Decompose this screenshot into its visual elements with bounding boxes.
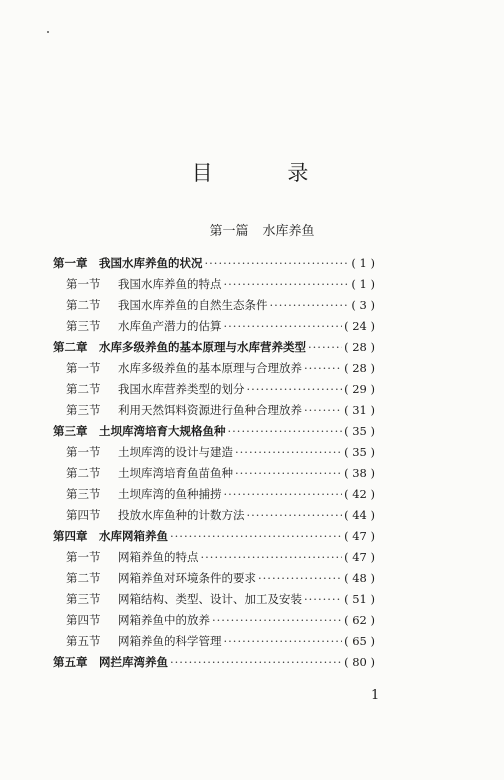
toc-entry-label: 第三章 [53,423,88,438]
toc-section-entry [53,315,375,336]
toc-entry-page: ( 47 ) [344,549,375,564]
toc-leader-dots [201,550,343,564]
toc-section-entry [53,546,375,567]
toc-section-entry [53,273,375,294]
toc-section-entry [53,588,375,609]
toc-entry-page: ( 47 ) [344,528,375,543]
toc-entry-page: ( 29 ) [344,381,375,396]
toc-entry-label: 第五节 [66,633,101,648]
toc-entry-label: 第一节 [66,276,101,291]
toc-leader-dots [235,445,342,459]
toc-entry-page: ( 28 ) [344,360,375,375]
toc-chapter-entry [53,252,375,273]
toc-leader-dots [205,256,350,270]
toc-leader-dots [228,424,343,438]
toc-entry-label: 第三节 [66,486,101,501]
toc-section-entry [53,357,375,378]
toc-entry-label: 第二节 [66,570,101,585]
toc-entry-label: 第一节 [66,360,101,375]
toc-entry-page: ( 35 ) [344,423,375,438]
toc-entry-label: 第五章 [53,654,88,669]
toc-entry-page: ( 28 ) [344,339,375,354]
toc-chapter-entry [53,420,375,441]
toc-entry-title: 土坝库湾培育大规格鱼种 [99,423,226,438]
toc-section-entry [53,567,375,588]
toc-leader-dots [224,277,350,291]
page-title: 目 录 [191,161,343,185]
toc-entry-page: ( 42 ) [344,486,375,501]
toc-chapter-entry [53,525,375,546]
toc-entry-page: ( 65 ) [344,633,375,648]
toc-entry-title: 我国水库养鱼的状况 [99,255,203,270]
toc-entry-title: 网箱养鱼的科学管理 [118,633,222,648]
toc-entry-title: 网箱养鱼对环境条件的要求 [118,570,256,585]
toc-chapter-entry [53,651,375,672]
toc-section-entry [53,609,375,630]
page-number: 1 [371,688,380,703]
toc-entry-title: 水库多级养鱼的基本原理与合理放养 [118,360,302,375]
toc-entry-page: ( 35 ) [344,444,375,459]
toc-entry-page: ( 44 ) [344,507,375,522]
toc-leader-dots [224,487,343,501]
toc-entry-page: ( 80 ) [344,654,375,669]
toc-entry-label: 第二节 [66,381,101,396]
toc-section-entry [53,399,375,420]
toc-entry-page: ( 62 ) [344,612,375,627]
toc-leader-dots [235,466,342,480]
scan-speck [47,31,49,33]
table-of-contents [53,252,375,672]
toc-entry-title: 网拦库湾养鱼 [99,654,168,669]
toc-entry-label: 第三节 [66,591,101,606]
toc-entry-label: 第一章 [53,255,88,270]
toc-entry-page: ( 31 ) [344,402,375,417]
toc-entry-page: ( 48 ) [344,570,375,585]
toc-leader-dots [224,319,343,333]
toc-section-entry [53,441,375,462]
part-label: 第一篇 [209,224,249,239]
toc-leader-dots [212,613,342,627]
toc-entry-page: ( 3 ) [351,297,375,312]
toc-entry-page: ( 1 ) [351,276,375,291]
toc-leader-dots [308,340,342,354]
toc-entry-title: 土坝库湾的设计与建造 [118,444,233,459]
toc-leader-dots [304,403,342,417]
toc-section-entry [53,378,375,399]
part-name: 水库养鱼 [262,224,315,239]
toc-entry-label: 第二节 [66,297,101,312]
toc-entry-title: 利用天然饵料资源进行鱼种合理放养 [118,402,302,417]
toc-entry-label: 第四节 [66,612,101,627]
toc-section-entry [53,462,375,483]
toc-entry-label: 第二节 [66,465,101,480]
toc-entry-label: 第三节 [66,402,101,417]
toc-entry-page: ( 38 ) [344,465,375,480]
toc-section-entry [53,483,375,504]
toc-entry-title: 土坝库湾培育鱼苗鱼种 [118,465,233,480]
toc-entry-page: ( 51 ) [344,591,375,606]
toc-entry-page: ( 1 ) [351,255,375,270]
toc-entry-title: 网箱养鱼中的放养 [118,612,210,627]
toc-section-entry [53,294,375,315]
toc-section-entry [53,630,375,651]
toc-entry-label: 第三节 [66,318,101,333]
toc-leader-dots [170,529,342,543]
toc-entry-title: 网箱结构、类型、设计、加工及安装 [118,591,302,606]
toc-leader-dots [224,634,343,648]
toc-entry-page: ( 24 ) [344,318,375,333]
toc-entry-title: 水库鱼产潜力的估算 [118,318,222,333]
toc-entry-title: 水库网箱养鱼 [99,528,168,543]
toc-entry-label: 第二章 [53,339,88,354]
toc-entry-label: 第四章 [53,528,88,543]
toc-entry-title: 我国水库养鱼的特点 [118,276,222,291]
toc-leader-dots [270,298,350,312]
toc-entry-title: 我国水库营养类型的划分 [118,381,245,396]
toc-entry-label: 第四节 [66,507,101,522]
toc-leader-dots [304,592,342,606]
toc-entry-title: 水库多级养鱼的基本原理与水库营养类型 [99,339,306,354]
toc-leader-dots [247,508,343,522]
toc-entry-label: 第一节 [66,444,101,459]
toc-entry-title: 我国水库养鱼的自然生态条件 [118,297,268,312]
toc-chapter-entry [53,336,375,357]
toc-entry-title: 土坝库湾的鱼种捕捞 [118,486,222,501]
toc-entry-title: 网箱养鱼的特点 [118,549,199,564]
part-heading [0,220,504,239]
toc-leader-dots [304,361,342,375]
toc-entry-title: 投放水库鱼种的计数方法 [118,507,245,522]
toc-leader-dots [170,655,342,669]
toc-leader-dots [258,571,342,585]
toc-section-entry [53,504,375,525]
toc-leader-dots [247,382,343,396]
toc-entry-label: 第一节 [66,549,101,564]
